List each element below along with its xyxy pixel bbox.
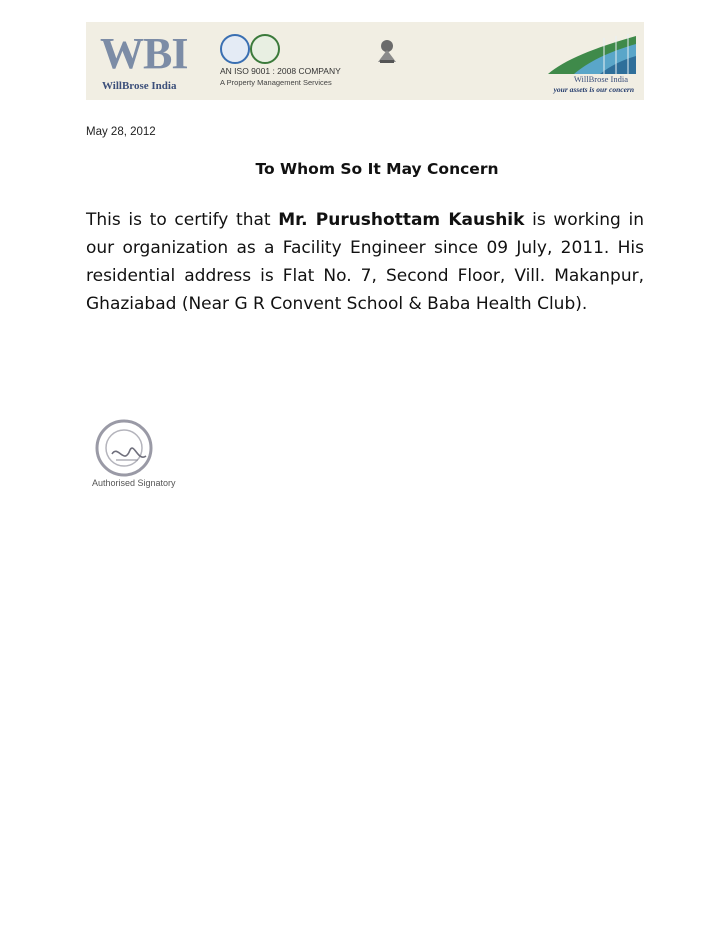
certification-seal-icon (220, 34, 250, 64)
brand-mark: WBI (100, 29, 188, 78)
letter-heading (86, 160, 644, 178)
iso-line: AN ISO 9001 : 2008 COMPANY (220, 66, 341, 76)
body-prefix: This is to certify that (86, 210, 279, 230)
brand-right-logo (536, 24, 640, 98)
certification-block (220, 32, 380, 92)
letter-date: May 28, 2012 (86, 126, 156, 138)
services-line: A Property Management Services (220, 78, 332, 87)
employee-name: Mr. Purushottam Kaushik (278, 210, 525, 230)
brand-tagline: your assets is our concern (553, 85, 634, 94)
brand-name-right: WillBrose India (573, 74, 628, 84)
letter-heading-text: To Whom So It May Concern (255, 160, 499, 178)
letterhead (86, 22, 644, 100)
building-logo-icon (544, 30, 640, 74)
authorised-signatory-label: Authorised Signatory (92, 478, 176, 488)
quality-seal-icon (250, 34, 280, 64)
emblem-icon (372, 36, 402, 66)
certificate-body (86, 206, 644, 318)
body-suffix: is working in our organization as a Facility Engineer since 09 July, 2011. His residential address is Flat No. 7, Second Floor, Vill. Makanpur, Ghaziabad (Near G R Convent School & Baba Health Club). (86, 210, 644, 314)
company-logo (94, 30, 206, 92)
brand-name: WillBrose India (102, 80, 177, 92)
